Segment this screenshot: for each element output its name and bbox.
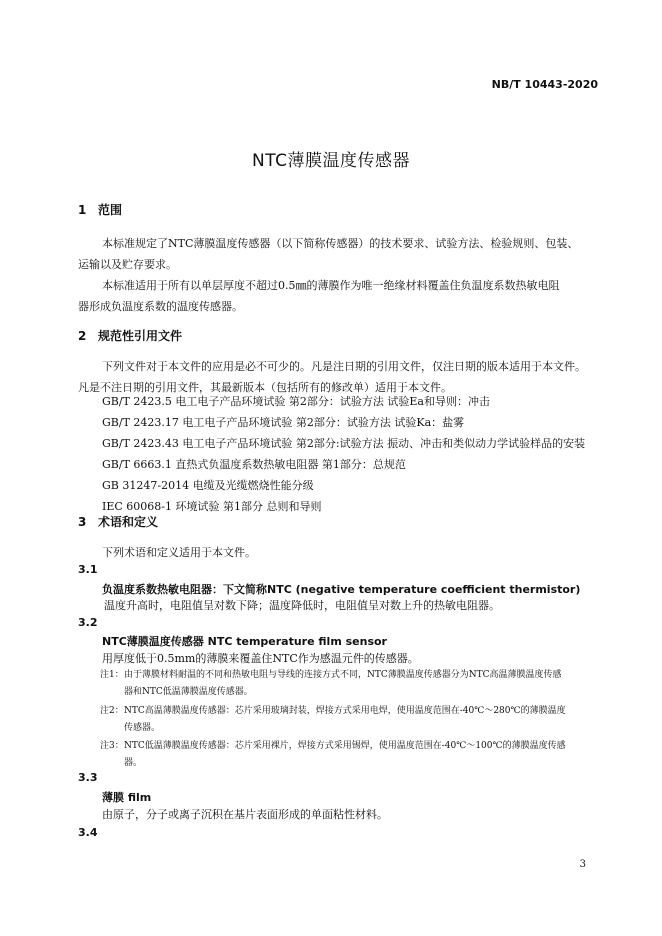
page-number: 3 — [579, 859, 586, 870]
term-name-film: 薄膜 film — [102, 791, 152, 804]
term-name-ntc: 负温度系数热敏电阻器：下文简称NTC (negative temperature coefficient thermistor) — [102, 583, 581, 596]
note-1-line-2: 器和NTC低温薄膜温度传感器。 — [124, 687, 253, 697]
reference-item: GB 31247-2014 电缆及光缆燃烧性能分级 — [102, 479, 314, 492]
scope-paragraph-1-line-1: 本标准规定了NTC薄膜温度传感器（以下简称传感器）的技术要求、试验方法、检验规则、包装、 — [102, 237, 579, 250]
term-definition-ntc-film-sensor: 用厚度低于0.5mm的薄膜来覆盖住NTC作为感温元件的传感器。 — [102, 652, 419, 665]
section-title: 范围 — [98, 203, 123, 217]
note-3-line-1: NTC低温薄膜温度传感器：芯片采用裸片，焊接方式采用锡焊，使用温度范围在-40℃～100℃的薄膜温度传感 — [124, 741, 566, 751]
section-1-heading — [78, 201, 122, 218]
section-number: 1 — [78, 203, 87, 217]
section-title: 术语和定义 — [98, 515, 159, 529]
note-1-label: 注1： — [100, 670, 124, 680]
section-number: 3 — [78, 515, 87, 529]
reference-item: IEC 60068-1 环境试验 第1部分 总则和导则 — [102, 500, 322, 513]
term-number-3-3: 3.3 — [78, 771, 98, 784]
section-2-heading — [78, 327, 182, 344]
note-2-line-2: 传感器。 — [124, 723, 161, 733]
term-definition-ntc: 温度升高时，电阻值呈对数下降；温度降低时，电阻值呈对数上升的热敏电阻器。 — [104, 599, 500, 612]
term-name-ntc-film-sensor: NTC薄膜温度传感器 NTC temperature film sensor — [102, 635, 387, 648]
scope-paragraph-2-line-2: 器形成负温度系数的温度传感器。 — [78, 300, 243, 313]
note-2-line-1: NTC高温薄膜温度传感器：芯片采用玻璃封装，焊接方式采用电焊，使用温度范围在-40℃～280℃的薄膜温度 — [124, 706, 566, 716]
document-title: NTC薄膜温度传感器 — [252, 151, 410, 171]
scope-paragraph-1-line-2: 运输以及贮存要求。 — [78, 258, 177, 271]
reference-item: GB/T 2423.43 电工电子产品环境试验 第2部分:试验方法 振动、冲击和类似动力学试验样品的安装 — [102, 437, 586, 450]
reference-item: GB/T 2423.17 电工电子产品环境试验 第2部分：试验方法 试验Ka：盐雾 — [102, 416, 465, 429]
section-title: 规范性引用文件 — [98, 329, 183, 343]
term-definition-film: 由原子，分子或离子沉积在基片表面形成的单面粘性材料。 — [102, 808, 388, 821]
reference-item: GB/T 6663.1 直热式负温度系数热敏电阻器 第1部分：总规范 — [102, 458, 406, 471]
reference-item: GB/T 2423.5 电工电子产品环境试验 第2部分：试验方法 试验Ea和导则：冲击 — [102, 395, 490, 408]
references-intro-line-2: 凡是不注日期的引用文件，其最新版本（包括所有的修改单）适用于本文件。 — [78, 381, 452, 394]
note-2-label: 注2： — [100, 706, 124, 716]
scope-paragraph-2-line-1: 本标准适用于所有以单层厚度不超过0.5㎜的薄膜作为唯一绝缘材料覆盖住负温度系数热敏电阻 — [102, 279, 560, 292]
section-number: 2 — [78, 329, 87, 343]
term-number-3-2: 3.2 — [78, 616, 98, 629]
term-number-3-4: 3.4 — [78, 826, 98, 839]
section-3-heading — [78, 513, 158, 530]
references-intro-line-1: 下列文件对于本文件的应用是必不可少的。凡是注日期的引用文件，仅注日期的版本适用于本文件。 — [102, 360, 586, 373]
note-3-label: 注3： — [100, 741, 124, 751]
term-number-3-1: 3.1 — [78, 563, 98, 576]
note-3-line-2: 器。 — [124, 758, 143, 768]
standard-code: NB/T 10443-2020 — [491, 78, 598, 91]
note-1-line-1: 由于薄膜材料耐温的不同和热敏电阻与导线的连接方式不同，NTC薄膜温度传感器分为NTC高温薄膜温度传感 — [124, 670, 562, 680]
terms-intro: 下列术语和定义适用于本文件。 — [102, 546, 256, 559]
